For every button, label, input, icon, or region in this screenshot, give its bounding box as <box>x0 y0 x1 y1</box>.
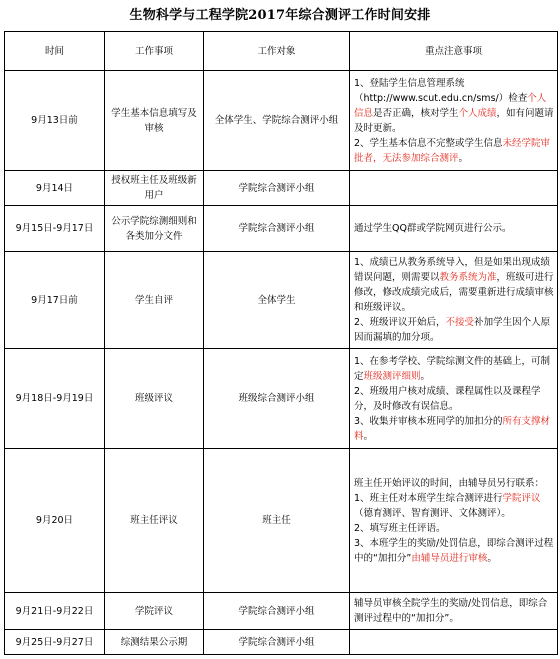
cell-target: 学院综合测评小组 <box>204 630 350 655</box>
note-1: 1、登陆学生信息管理系统（http://www.scut.edu.cn/sms/）检查个人信息是否正确，核对学生个人成绩，如有问题请及时更新。 <box>354 77 554 134</box>
cell-task: 综测结果公示期 <box>105 630 204 655</box>
cell-target: 学院综合测评小组 <box>204 206 350 252</box>
cell-notes <box>350 252 558 349</box>
cell-time: 9月14日 <box>5 171 105 206</box>
note-3: 3、本班学生的奖励/处罚信息，即综合测评过程中的“加扣分”由辅导员进行审核。 <box>354 537 554 564</box>
cell-task: 学生基本信息填写及审核 <box>105 71 204 171</box>
table-row <box>5 630 558 655</box>
note-1: 1、班主任对本班学生综合测评进行学院评议（德育测评、智育测评、文体测评）。 <box>354 492 541 519</box>
cell-task: 学生自评 <box>105 252 204 349</box>
note-2: 2、班级评议开始后，不接受补加学生因个人原因而漏填的加分项。 <box>354 317 551 343</box>
header-time: 时间 <box>5 32 105 71</box>
cell-target: 学院综合测评小组 <box>204 171 350 206</box>
table-row <box>5 449 558 593</box>
cell-notes <box>350 171 558 206</box>
cell-notes <box>350 630 558 655</box>
cell-time: 9月15日-9月17日 <box>5 206 105 252</box>
table-row <box>5 593 558 630</box>
cell-notes <box>350 449 558 593</box>
cell-task: 公示学院综测细则和各类加分文件 <box>105 206 204 252</box>
cell-task: 班级评议 <box>105 349 204 449</box>
note-2: 2、学生基本信息不完整或学生信息未经学院审批者，无法参加综合测评。 <box>354 137 551 164</box>
cell-time: 9月20日 <box>5 449 105 593</box>
cell-target: 学院综合测评小组 <box>204 593 350 630</box>
cell-task: 授权班主任及班级新用户 <box>105 171 204 206</box>
cell-time: 9月25日-9月27日 <box>5 630 105 655</box>
note-intro: 班主任开始评议的时间，由辅导员另行联系： <box>354 477 545 489</box>
cell-time: 9月18日-9月19日 <box>5 349 105 449</box>
table-row <box>5 171 558 206</box>
cell-notes: 辅导员审核全院学生的奖励/处罚信息，即综合测评过程中的“加扣分”。 <box>350 593 558 630</box>
table-row <box>5 252 558 349</box>
table-row <box>5 71 558 171</box>
cell-notes <box>350 349 558 449</box>
page-title: 生物科学与工程学院2017年综合测评工作时间安排 <box>129 8 431 23</box>
note-3: 3、收集并审核本班同学的加扣分的所有支撑材料。 <box>354 415 551 442</box>
cell-notes <box>350 71 558 171</box>
schedule-table <box>4 31 558 655</box>
cell-time: 9月21日-9月22日 <box>5 593 105 630</box>
cell-time: 9月13日前 <box>5 71 105 171</box>
note-2: 2、填写班主任评语。 <box>354 522 446 534</box>
cell-time: 9月17日前 <box>5 252 105 349</box>
cell-task: 班主任评议 <box>105 449 204 593</box>
table-row <box>5 206 558 252</box>
cell-notes: 通过学生QQ群或学院网页进行公示。 <box>350 206 558 252</box>
note-1: 1、在参考学校、学院综测文件的基础上，可制定班级测评细则。 <box>354 355 551 382</box>
cell-target: 全体学生、学院综合测评小组 <box>204 71 350 171</box>
header-row <box>5 32 558 71</box>
cell-target: 班主任 <box>204 449 350 593</box>
cell-target: 班级综合测评小组 <box>204 349 350 449</box>
note-1: 1、成绩已从教务系统导入，但是如果出现成绩错误问题，则需要以教务系统为准，班级可进行修改，修改成绩完成后，需要重新进行成绩审核和班级评议。 <box>354 257 554 313</box>
header-task: 工作事项 <box>105 32 204 71</box>
cell-task: 学院评议 <box>105 593 204 630</box>
note-2: 2、班级用户核对成绩、课程属性以及课程学分，及时修改有误信息。 <box>354 385 541 412</box>
header-target: 工作对象 <box>204 32 350 71</box>
cell-target: 全体学生 <box>204 252 350 349</box>
table-row <box>5 349 558 449</box>
header-notes: 重点注意事项 <box>350 32 558 71</box>
